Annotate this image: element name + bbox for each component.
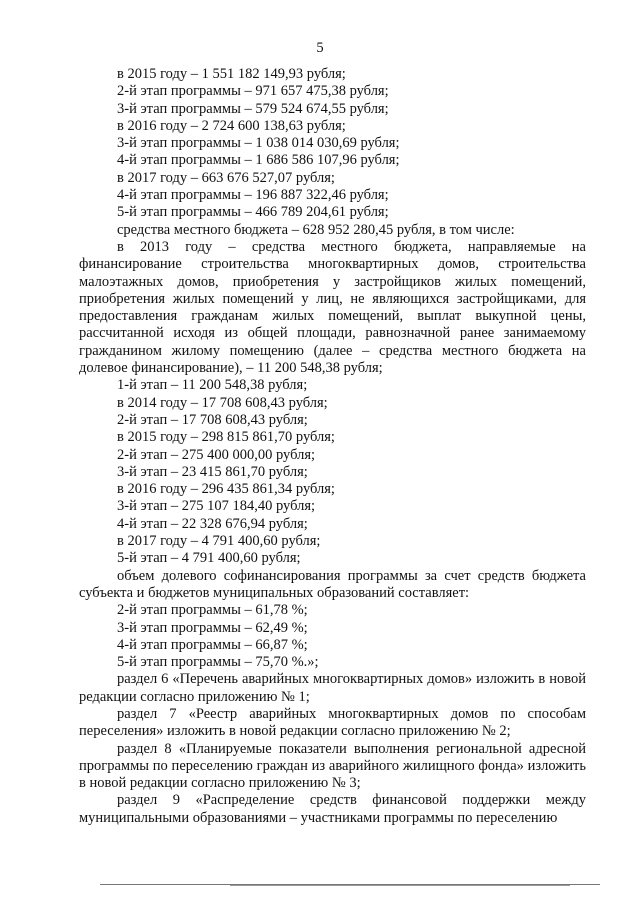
text-line: в 2017 году – 663 676 527,07 рубля; [117,169,335,186]
text-line: 3-й этап – 275 107 184,40 рубля; [117,498,316,515]
text-line: 4-й этап программы – 66,87 %; [117,636,308,653]
paragraph-local-budget-2013: в 2013 году – средства местного бюджета, направляемые на финансирование строительства многоквартирных домов, строительства малоэтажных домов, приобретения у застройщиков жилых помещений, приобретения жилых помещений у лиц, не являющихся застройщиками, для предоставления гражданам жилых помещений, выплат выкупной цены, рассчитанной исходя из общей площади, равнозначной ранее занимаемому гражданином жилому помещению (далее – средства местного бюджета на долевое финансирование), – 11 200 548,38 рубля; [79,238,586,377]
text-line: 1-й этап – 11 200 548,38 рубля; [117,377,308,394]
text-line: 3-й этап – 23 415 861,70 рубля; [117,463,308,480]
text-line: в 2015 году – 1 551 182 149,93 рубля; [117,66,346,82]
text-line: 2-й этап – 275 400 000,00 рубля; [117,446,316,463]
text-line: 2-й этап программы – 971 657 475,38 рубля; [117,83,389,100]
paragraph-cofinancing: объем долевого софинансирования программы за счет средств бюджета субъекта и бюджетов муниципальных образований составляет: [79,567,586,601]
text-line: 4-й этап программы – 196 887 322,46 рубля; [117,187,389,204]
paragraph-section-8: раздел 8 «Планируемые показатели выполнения региональной адресной программы по переселению граждан из аварийного жилищного фонда» изложить в новой редакции согласно приложению № 3; [79,740,586,792]
text-line: в 2014 году – 17 708 608,43 рубля; [117,394,328,411]
paragraph-section-9: раздел 9 «Распределение средств финансовой поддержки между муниципальными образованиями – участниками программы по переселению [79,792,586,826]
text-line: средства местного бюджета – 628 952 280,45 рубля, в том числе: [117,221,515,238]
text-line: 2-й этап – 17 708 608,43 рубля; [117,411,308,428]
text-line: 3-й этап программы – 579 524 674,55 рубля; [117,100,389,117]
page-number: 5 [316,40,324,56]
footer-rule-secondary [230,885,570,886]
text-line: 4-й этап – 22 328 676,94 рубля; [117,515,308,532]
text-line: в 2016 году – 296 435 861,34 рубля; [117,481,335,498]
text-line: 5-й этап программы – 466 789 204,61 рубля; [117,204,389,221]
paragraph-section-7: раздел 7 «Реестр аварийных многоквартирных домов по способам переселения» изложить в новой редакции согласно приложению № 2; [79,705,586,740]
text-line: 4-й этап программы – 1 686 586 107,96 рубля; [117,152,400,169]
text-line: в 2017 году – 4 791 400,60 рубля; [117,533,321,550]
document-body [79,66,586,827]
text-line: 5-й этап программы – 75,70 %.»; [117,654,319,671]
text-line: в 2015 году – 298 815 861,70 рубля; [117,429,335,446]
text-line: 3-й этап программы – 1 038 014 030,69 рубля; [117,135,400,152]
paragraph-section-6: раздел 6 «Перечень аварийных многоквартирных домов» изложить в новой редакции согласно приложению № 1; [79,671,586,705]
text-line: 5-й этап – 4 791 400,60 рубля; [117,550,301,567]
text-line: 3-й этап программы – 62,49 %; [117,619,308,636]
text-line: в 2016 году – 2 724 600 138,63 рубля; [117,117,346,134]
text-line: 2-й этап программы – 61,78 %; [117,602,308,619]
